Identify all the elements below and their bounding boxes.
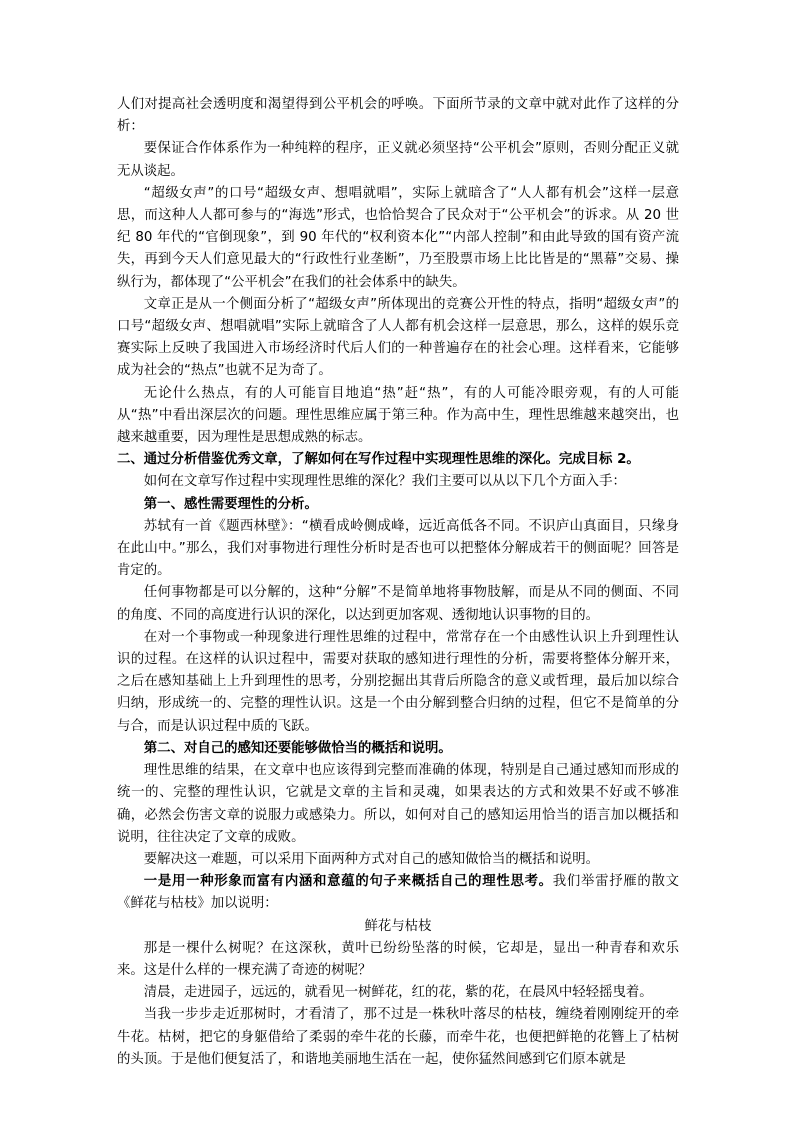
essay-paragraph-1: 那是一棵什么树呢？在这深秋，黄叶已纷纷坠落的时候，它却是，显出一种青春和欢乐来。这是什么样的一棵充满了奇迹的树呢？	[117, 940, 679, 978]
paragraph-intro: 人们对提高社会透明度和渴望得到公平机会的呼唤。下面所节录的文章中就对此作了这样的分析：	[117, 97, 679, 135]
method-one-lead: 一是用一种形象而富有内涵和意蕴的句子来概括自己的理性思考。	[143, 874, 553, 890]
essay-paragraph-3: 当我一步步走近那树时，才看清了，那不过是一株秋叶落尽的枯枝，缠绕着刚刚绽开的牵牛花。枯树，把它的身躯借给了柔弱的牵牛花的长藤，而牵牛花，也便把鲜艳的花簪上了枯树的头顶。于是他们便复活了，和谐地美丽地生活在一起，使你猛然间感到它们原本就是	[117, 1007, 679, 1067]
paragraph-process: 在对一个事物或一种现象进行理性思维的过程中，常常存在一个由感性认识上升到理性认识的过程。在这样的认识过程中，需要对获取的感知进行理性的分析，需要将整体分解开来，之后在感知基础上上升到理性的思考，分别挖掘出其背后所隐含的意义或哲理，最后加以综合归纳，形成统一的、完整的理性认识。这是一个由分解到整合归纳的过程，但它不是简单的分与合，而是认识过程中质的飞跃。	[117, 629, 679, 734]
document-page	[117, 94, 679, 1071]
method-one-text: 我们举雷抒雁的散文《鲜花与枯枝》加以说明：	[117, 874, 680, 912]
essay-title: 鲜花与枯枝	[364, 918, 432, 934]
paragraph-result: 理性思维的结果，在文章中也应该得到完整而准确的体现，特别是自己通过感知而形成的统一的、完整的理性认识，它就是文章的主旨和灵魂，如果表达的方式和效果不好或不够准确，必然会伤害文章的说服力或感染力。所以，如何对自己的感知运用恰当的语言加以概括和说明，往往决定了文章的成败。	[117, 763, 679, 845]
subheading-second: 第二、对自己的感知还要能够做恰当的概括和说明。	[143, 740, 452, 756]
paragraph-hotspot: 无论什么热点，有的人可能盲目地追“热”赶“热”，有的人可能冷眼旁观，有的人可能从“热”中看出深层次的问题。理性思维应属于第三种。作为高中生，理性思维越来越突出，也越来越重要，因为理性是思想成熟的标志。	[117, 385, 679, 446]
essay-paragraph-2: 清晨，走进园子，远远的，就看见一树鲜花，红的花，紫的花，在晨风中轻轻摇曳着。	[143, 985, 653, 1001]
paragraph-analysis: 文章正是从一个侧面分析了“超级女声”所体现出的竞赛公开性的特点，指明“超级女声”的口号“超级女声、想唱就唱”实际上就暗含了人人都有机会这样一层意思，那么，这样的娱乐竞赛实际上反映了我国进入市场经济时代后人们的一种普遍存在的社会心理。这样看来，它能够成为社会的“热点”也就不足为奇了。	[117, 296, 679, 379]
quote-fair-opportunity: 要保证合作体系作为一种纯粹的程序，正义就必须坚持“公平机会”原则，否则分配正义就无从谈起。	[117, 141, 679, 179]
paragraph-method-one	[117, 871, 679, 915]
section-heading-2: 二、通过分析借鉴优秀文章，了解如何在写作过程中实现理性思维的深化。完成目标 2。	[117, 452, 640, 468]
paragraph-sushi-poem: 苏轼有一首《题西林壁》：“横看成岭侧成峰，远近高低各不同。不识庐山真面目，只缘身在此山中。”那么，我们对事物进行理性分析时是否也可以把整体分解成若干的侧面呢？回答是肯定的。	[117, 518, 679, 579]
subheading-first: 第一、感性需要理性的分析。	[143, 496, 318, 512]
paragraph-how-to: 如何在文章写作过程中实现理性思维的深化？我们主要可以从以下几个方面入手：	[143, 474, 626, 490]
paragraph-solve: 要解决这一难题，可以采用下面两种方式对自己的感知做恰当的概括和说明。	[143, 851, 600, 867]
paragraph-decompose: 任何事物都是可以分解的，这种“分解”不是简单地将事物肢解，而是从不同的侧面、不同的角度、不同的高度进行认识的深化，以达到更加客观、透彻地认识事物的目的。	[117, 585, 679, 623]
quote-super-girl: “超级女声”的口号“超级女声、想唱就唱”，实际上就暗含了“人人都有机会”这样一层意思，而这种人人都可参与的“海选”形式，也恰恰契合了民众对于“公平机会”的诉求。从 20 世纪 80 年代的“官倒现象”，到 90 年代的“权利资本化”“内部人控制”和由此导致的国有资产流失，再到今天人们意见最大的“行政性行业垄断”，乃至股票市场上比比皆是的“黑幕”交易、操纵行为，都体现了“公平机会”在我们的社会体系中的缺失。	[117, 185, 679, 290]
